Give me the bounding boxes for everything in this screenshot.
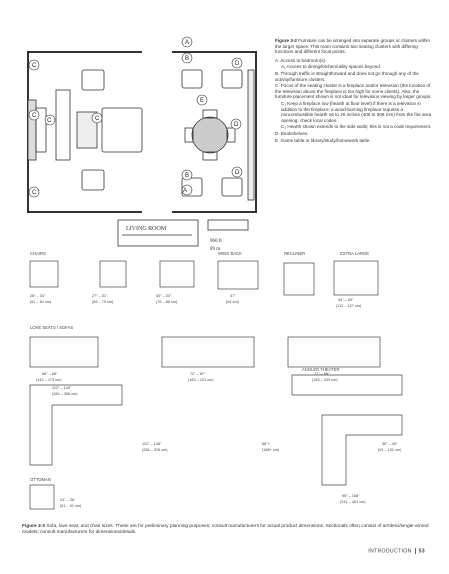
furniture-sizes-figure-3-3 bbox=[22, 245, 432, 520]
dim-sect-1: 112" – 140" bbox=[52, 386, 72, 390]
sketch-area: 960 ft bbox=[210, 239, 222, 244]
dim-chair-2-cm: (69 – 79 cm) bbox=[92, 300, 114, 304]
dim-sect-4-cm: (241 – 401 cm) bbox=[340, 500, 366, 504]
dim-wing-cm: (94 cm) bbox=[226, 300, 239, 304]
marker-e: E bbox=[200, 98, 205, 104]
marker-c2: C bbox=[32, 63, 37, 69]
dim-chair-1-cm: (61 – 61 cm) bbox=[30, 300, 52, 304]
dim-sect-1-cm: (284 – 356 cm) bbox=[52, 392, 78, 396]
dim-sect-5: 36" – 40" bbox=[382, 442, 398, 446]
marker-c-3: C bbox=[95, 116, 100, 122]
figure-label-3-3: Figure 3-3 bbox=[22, 524, 45, 529]
dim-xl-cm: (112 – 127 cm) bbox=[336, 304, 362, 308]
dim-ottoman-cm: (61 – 91 cm) bbox=[60, 504, 82, 508]
marker-b: B bbox=[185, 56, 190, 62]
dim-wing: 37" bbox=[230, 294, 236, 298]
legend-item: A₁ Access to dining/kitchen/utility spaces beyond. bbox=[281, 64, 382, 70]
header-chairs: CHAIRS bbox=[30, 251, 46, 256]
dim-sofa-2: 72" – 87" bbox=[190, 372, 206, 376]
figure-text: Furniture can be arranged into separate groups or clusters within the larger space. This room contains two seating clusters with differing functions and different focal points. bbox=[275, 38, 430, 55]
dim-sect-4: 95" – 158" bbox=[342, 494, 360, 498]
legend-item: A. Access to bedroom(s). bbox=[275, 57, 327, 63]
legend-list bbox=[275, 58, 435, 143]
dim-sect-2-cm: (284 – 376 cm) bbox=[142, 448, 168, 452]
marker-a: A bbox=[185, 40, 190, 46]
dim-sofa-3: 72" – 98" bbox=[314, 372, 330, 376]
dim-sect-3-cm: (168+ cm) bbox=[262, 448, 280, 452]
header-wing-back: WING BACK bbox=[218, 251, 242, 256]
marker-c-4: C bbox=[32, 190, 37, 196]
header-extra-large: EXTRA LARGE bbox=[340, 251, 370, 256]
marker-a1: A bbox=[183, 188, 188, 194]
floor-plan-figure-3-2 bbox=[22, 30, 262, 260]
dim-xl: 44" – 50" bbox=[338, 298, 354, 302]
page-footer bbox=[368, 548, 425, 554]
marker-c1: C bbox=[47, 118, 52, 124]
dim-chair-3-cm: (76 – 86 cm) bbox=[156, 300, 178, 304]
header-recliner: RECLINER bbox=[284, 251, 306, 256]
legend-item: D. Bookshelves. bbox=[275, 130, 309, 136]
dim-ottoman: 24" – 36" bbox=[60, 498, 76, 502]
header-ottoman: OTTOMAN bbox=[30, 477, 51, 482]
legend-item: B. Through traffic is straightforward and does not go through any of the activity/furniture clusters. bbox=[275, 70, 419, 82]
dim-sofa-1: 56" – 68" bbox=[42, 372, 58, 376]
dim-sect-2: 112" – 148" bbox=[142, 442, 162, 446]
dim-sofa-3-cm: (183 – 249 cm) bbox=[312, 378, 338, 382]
dim-chair-2: 27" – 31" bbox=[92, 294, 108, 298]
marker-d-3: D bbox=[235, 170, 240, 176]
legend-item: E. Game table or library/study/homework table. bbox=[275, 137, 371, 143]
figure-text-3-3: Sofa, love seat, and chair sizes. These are for preliminary planning purposes; consult manufacturers for actual product dimensions. Sectionals often consist of armless/single-armed models; consult manufacturers for dimensions/details. bbox=[22, 524, 429, 536]
legend-item: C₁ Keep a fireplace low (hearth at floor level) if there is a television in addition to the fireplace; a wood-burning fireplace requires a noncombustible hearth 16 to 20 inches (406 to 508 mm) from the fire area opening; check local codes. bbox=[281, 100, 432, 123]
dim-sect-3: 68"+ bbox=[262, 442, 270, 446]
dim-chair-1: 28" – 34" bbox=[30, 294, 46, 298]
dim-chair-3: 30" – 34" bbox=[156, 294, 172, 298]
figure-3-3-caption bbox=[22, 524, 432, 536]
figure-label: Figure 3-2 bbox=[275, 38, 297, 43]
dim-sofa-1-cm: (142 – 173 cm) bbox=[36, 378, 62, 382]
marker-d: D bbox=[235, 61, 240, 67]
footer-divider bbox=[415, 548, 416, 554]
marker-d-2: D bbox=[234, 122, 239, 128]
section-name: INTRODUCTION bbox=[368, 548, 412, 555]
marker-b-2: B bbox=[185, 173, 190, 179]
page-number: 53 bbox=[418, 548, 425, 555]
sketch-title: LIVING ROOM bbox=[126, 226, 167, 232]
marker-c: C bbox=[32, 113, 37, 119]
dim-sofa-2-cm: (183 – 221 cm) bbox=[188, 378, 214, 382]
dim-sect-5-cm: (91 – 102 cm) bbox=[378, 448, 402, 452]
header-angled: ANGLED THEATER bbox=[302, 367, 340, 372]
header-love-seats: LOVE SEATS / SOFAS bbox=[30, 325, 74, 330]
legend-item: C₂ Hearth shown extends to the side walls; this is not a code requirement. bbox=[281, 124, 432, 130]
sketch-metric: 89 m bbox=[210, 247, 221, 252]
legend-item: C. Focus of the seating cluster is a fireplace and/or television (the location of the television above the fireplace is too high for some clients). Also, the furniture placement shown is not ideal for television viewing by larger groups. bbox=[275, 83, 432, 100]
figure-3-2-caption bbox=[275, 38, 435, 143]
